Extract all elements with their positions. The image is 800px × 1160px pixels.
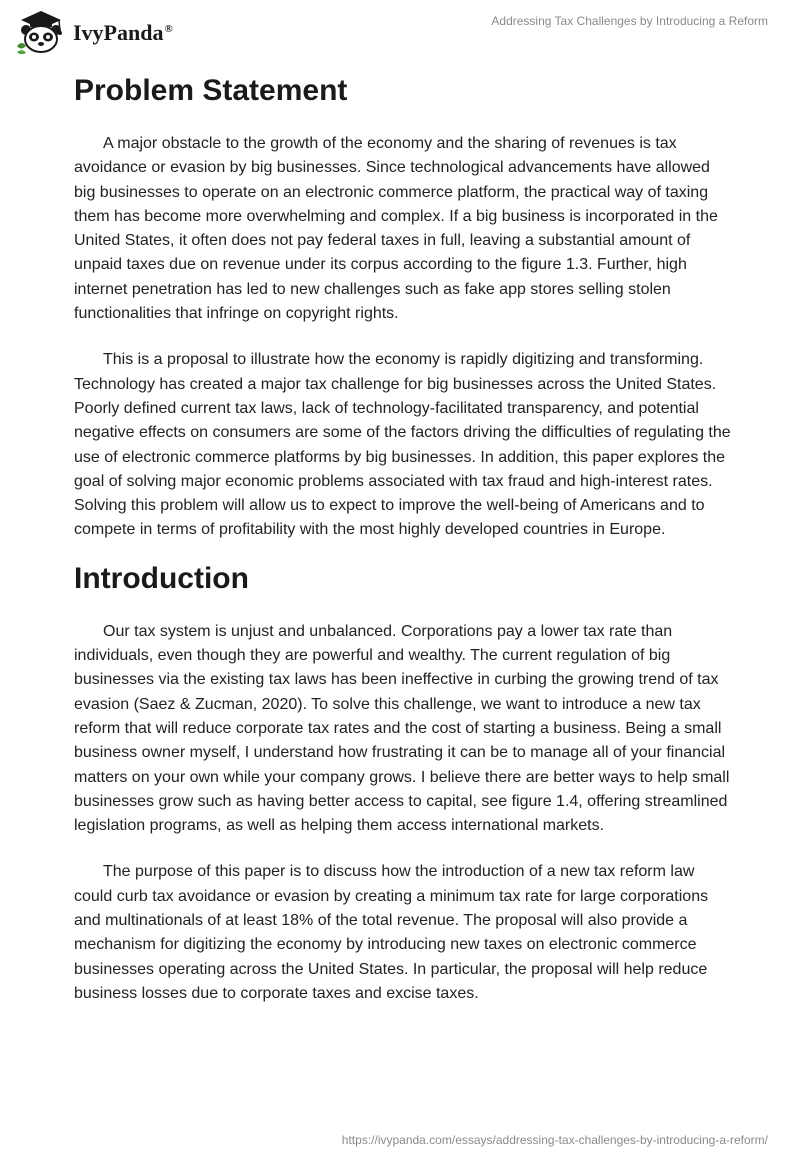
source-url-link[interactable]: https://ivypanda.com/essays/addressing-tax-challenges-by-introducing-a-reform/ [341, 1133, 768, 1147]
registered-mark: ® [164, 22, 173, 35]
brand-name: IvyPanda® [73, 20, 173, 45]
paragraph: Our tax system is unjust and unbalanced. Corporations pay a lower tax rate than individuals, even though they are powerful and wealthy. The current regulation of big businesses via the existing tax laws has been ineffective in curbing the growing trend of tax evasion (Saez & Zucman, 2020). To solve this challenge, we want to introduce a new tax reform that will reduce corporate tax rates and the cost of starting a business. Being a small business owner myself, I understand how frustrating it can be to manage all of your financial matters on your own while your company grows. I believe there are better ways to help small businesses grow such as having better access to capital, see figure 1.4, offering streamlined legislation programs, as well as helping them access international markets. [74, 622, 730, 835]
paragraph: The purpose of this paper is to discuss how the introduction of a new tax reform law could curb tax avoidance or evasion by creating a minimum tax rate for large corporations and multinationals of at least 18% of the total revenue. The proposal will also provide a mechanism for digitizing the economy by introducing new taxes on electronic commerce businesses operating across the United States. In particular, the proposal will help reduce business losses due to corporate taxes and excise taxes. [74, 863, 709, 1002]
document-title: Addressing Tax Challenges by Introducing a Reform [491, 14, 768, 28]
paragraph: A major obstacle to the growth of the economy and the sharing of revenues is tax avoidance or evasion by big businesses. Since technological advancements have allowed big businesses to operate on an electronic commerce platform, the practical way of taxing them has become more overwhelming and complex. If a big business is incorporated in the United States, it often does not pay federal taxes in full, leaving a substantial amount of unpaid taxes due on revenue under its corpus according to the figure 1.3. Further, high internet penetration has led to new challenges such as fake app stores selling stolen functionalities that infringe on copyright rights. [74, 135, 718, 323]
section-heading-introduction: Introduction [74, 561, 249, 595]
page-header [0, 0, 800, 56]
ivypanda-logo[interactable] [15, 8, 173, 54]
panda-graduate-icon [15, 8, 67, 54]
paragraph: This is a proposal to illustrate how the economy is rapidly digitizing and transforming. Technology has created a major tax challenge for big businesses across the United States. Poorly defined current tax laws, lack of technology-facilitated transparency, and potential negative effects on consumers are some of the factors driving the difficulties of regulating the use of electronic commerce platforms by big businesses. In addition, this paper explores the goal of solving major economic problems associated with tax fraud and high-interest rates. Solving this problem will allow us to expect to improve the well-being of Americans and to compete in terms of profitability with the most highly developed countries in Europe. [74, 351, 731, 539]
essay-body [74, 70, 734, 1006]
section-heading-problem-statement: Problem Statement [74, 74, 348, 107]
